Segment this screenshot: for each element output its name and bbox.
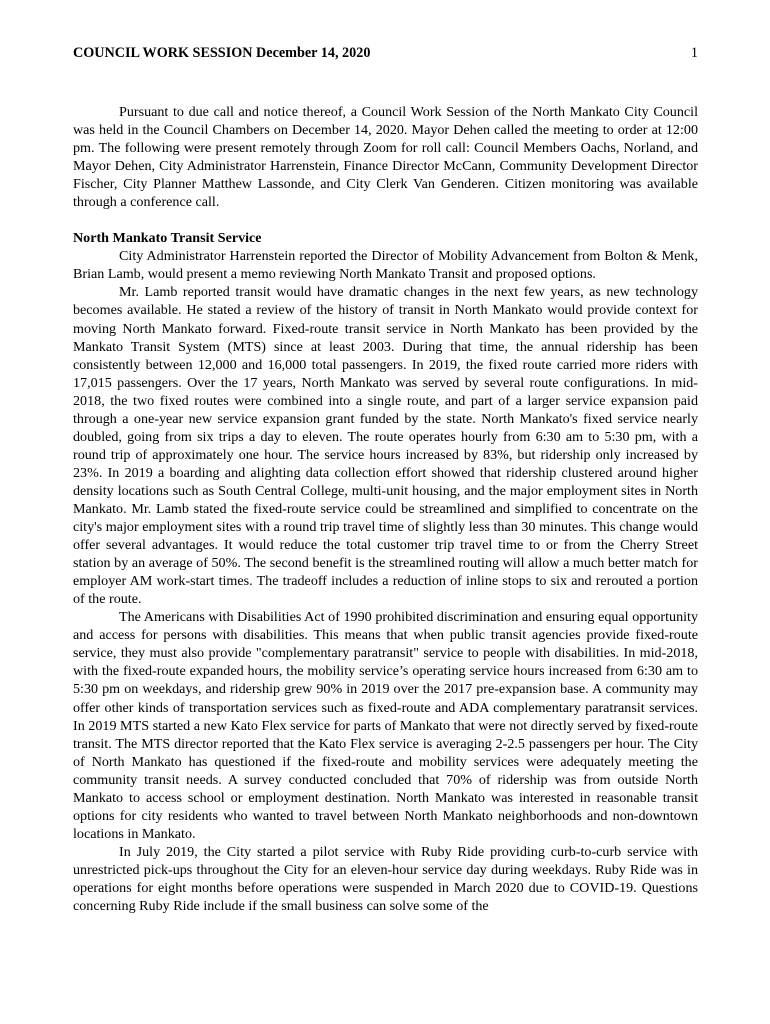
page-header [73, 43, 698, 63]
document-body [73, 103, 698, 915]
body-paragraph: In July 2019, the City started a pilot service with Ruby Ride providing curb-to-curb service with unrestricted pick-ups throughout the City for an eleven-hour service day during weekdays. Ruby Ride was in operations for eight months before operations were suspended in March 2020 due to COVID-19. Questions concerning Ruby Ride include if the small business can solve some of the [73, 843, 698, 915]
paragraph-spacer [73, 211, 698, 229]
body-paragraph: City Administrator Harrenstein reported the Director of Mobility Advancement from Bolton & Menk, Brian Lamb, would present a memo reviewing North Mankato Transit and proposed options. [73, 248, 698, 283]
body-paragraph: The Americans with Disabilities Act of 1990 prohibited discrimination and ensuring equal opportunity and access for persons with disabilities. This means that when public transit agencies provide fixed-route service, they must also provide "complementary paratransit" service to people with disabilities. In mid-2018, with the fixed-route expanded hours, the mobility service’s operating service hours increased from 6:30 am to 5:30 pm on weekdays, and ridership grew 90% in 2019 over the 2017 pre-expansion base. A community may offer other kinds of transportation services such as fixed-route and ADA complementary paratransit services. In 2019 MTS started a new Kato Flex service for parts of Mankato that were not directly served by fixed-route transit. The MTS director reported that the Kato Flex service is averaging 2-2.5 passengers per hour. The City of North Mankato has questioned if the fixed-route and mobility services were adequately meeting the community transit needs. A survey conducted concluded that 70% of ridership was from outside North Mankato to access school or employment destination. North Mankato was interested in reasonable transit options for city residents who wanted to travel between North Mankato neighborhoods and non-downtown locations in Mankato. [73, 609, 698, 842]
body-paragraph: Mr. Lamb reported transit would have dramatic changes in the next few years, as new technology becomes available. He stated a review of the history of transit in North Mankato would provide context for moving North Mankato forward. Fixed-route transit service in North Mankato has been provided by the Mankato Transit System (MTS) since at least 2003. During that time, the annual ridership has been consistently between 12,000 and 16,000 total passengers. In 2019, the fixed route carried more riders with 17,015 passengers. Over the 17 years, North Mankato was served by several route configurations. In mid-2018, the two fixed routes were combined into a single route, and part of a larger service expansion paid through a one-year new service expansion grant funded by the state. North Mankato's fixed service nearly doubled, going from six trips a day to eleven. The route operates hourly from 6:30 am to 5:30 pm, with a round trip of approximately one hour. The service hours increased by 83%, but ridership only increased by 23%. In 2019 a boarding and alighting data collection effort showed that ridership clustered around higher density locations such as South Central College, multi-unit housing, and the major employment sites in North Mankato. Mr. Lamb stated the fixed-route service could be streamlined and simplified to concentrate on the city's major employment sites with a round trip travel time of slightly less than 30 minutes. This change would offer several advantages. It would reduce the total customer trip travel time to or from the Cherry Street station by an average of 50%. The second benefit is the streamlined routing will allow a much better match for employer AM work-start times. The tradeoff includes a reduction of inline stops to six and rerouted a portion of the route. [73, 284, 698, 608]
document-title: COUNCIL WORK SESSION December 14, 2020 [73, 45, 371, 61]
section-heading: North Mankato Transit Service [73, 230, 262, 247]
page-number: 1 [690, 45, 698, 61]
intro-paragraph: Pursuant to due call and notice thereof, a Council Work Session of the North Mankato City Council was held in the Council Chambers on December 14, 2020. Mayor Dehen called the meeting to order at 12:00 pm. The following were present remotely through Zoom for roll call: Council Members Oachs, Norland, and Mayor Dehen, City Administrator Harrenstein, Finance Director McCann, Community Development Director Fischer, City Planner Matthew Lassonde, and City Clerk Van Genderen. Citizen monitoring was available through a conference call. [73, 104, 698, 211]
